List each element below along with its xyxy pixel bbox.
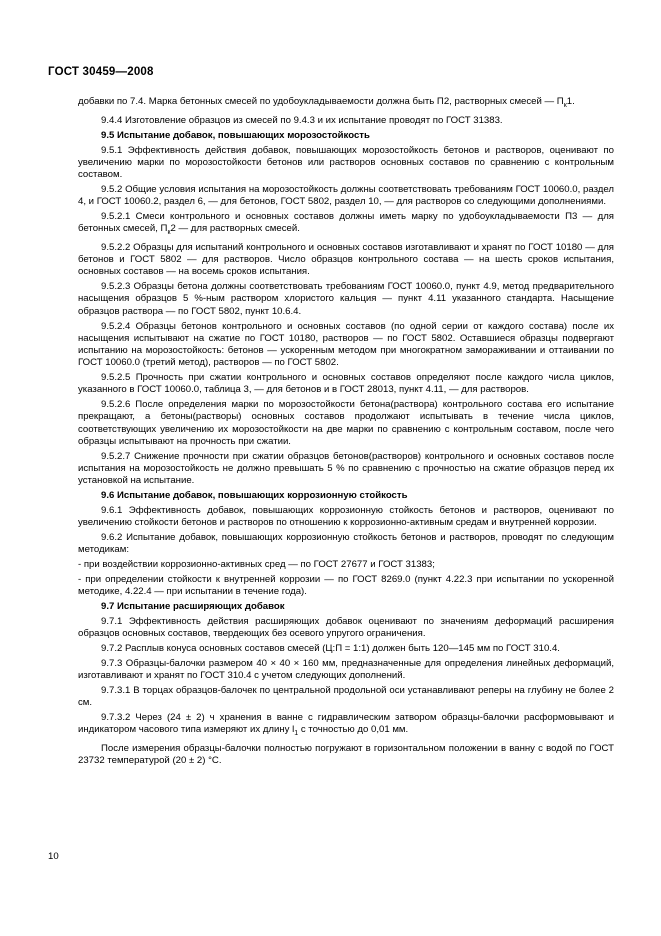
paragraph-text: 9.4.4 Изготовление образцов из смесей по 9.4.3 и их испытание проводят по ГОСТ 31383. [101,114,503,126]
section-heading [78,130,614,142]
list-item [78,574,614,598]
paragraph-text: 9.7.1 Эффективность действия расширяющих добавок оценивают по значениям деформаций расширения образцов основных составов, твердеющих без осевого упругого ограничения. [78,615,614,640]
paragraph-text: 9.6.1 Эффективность добавок, повышающих коррозионную стойкость бетонов и растворов, оценивают по увеличению стойкости бетонов и растворов по отношению к коррозионно-активным средам и внутренней коррозии. [78,504,614,529]
paragraph-text: - при воздействии коррозионно-активных сред — по ГОСТ 27677 и ГОСТ 31383; [78,559,435,571]
paragraph-text: 9.7 Испытание расширяющих добавок [101,601,285,613]
paragraph-text: 9.6 Испытание добавок, повышающих коррозионную стойкость [101,489,408,501]
page-number: 10 [48,851,59,862]
paragraph [78,685,614,709]
paragraph [78,242,614,279]
paragraph [78,451,614,488]
paragraph [78,399,614,448]
paragraph [78,505,614,529]
paragraph [78,184,614,208]
paragraph-text: 9.5.2.5 Прочность при сжатии контрольного и основных составов определяют после каждого числа циклов, указанного в ГОСТ 10060.0, таблица 3, — для бетонов и в ГОСТ 28013, пункт 4.11, — для растворов. [78,372,614,396]
subscript: к [563,101,567,109]
paragraph-text-tail: 2 — для растворных смесей. [170,223,300,235]
paragraph-text: 9.5.1 Эффективность действия добавок, повышающих морозостойкость бетонов и растворов, оценивают по увеличению марки по морозостойкости бетонов или растворов основных составов по сравнению с контрольным составом. [78,144,614,180]
paragraph [78,321,614,370]
paragraph [78,643,614,655]
paragraph [78,712,614,740]
paragraph-text-tail: с точностью до 0,01 мм. [298,724,409,736]
document-body [78,96,614,770]
paragraph [78,211,614,239]
paragraph-text: 9.5.2.3 Образцы бетона должны соответствовать требованиям ГОСТ 10060.0, пункт 4.9, метод предварительного насыщения образцов 5 %-ным раствором хлористого кальция — пункт 4.11 указанного стандарта. Насыщение образцов раствора — по ГОСТ 5802, пункт 10.6.4. [78,281,614,317]
paragraph-text: добавки по 7.4. Марка бетонных смесей по удобоукладываемости должна быть П2, растворных смесей — П [78,96,564,107]
paragraph [78,372,614,396]
paragraph-text: 9.5.2.7 Снижение прочности при сжатии образцов бетонов(растворов) контрольного и основных составов после испытания на морозостойкость не должно превышать 5 % по сравнению с прочностью на сжатие образцов перед их установкой на испытание. [78,450,614,487]
paragraph-text: 9.5.2.4 Образцы бетонов контрольного и основных составов (по одной серии от каждого состава) после их насыщения испытывают на сжатие по ГОСТ 10180, растворов — по ГОСТ 5802. Оставшиеся образцы подвергают испытанию на морозостойкость: бетонов — ускоренным методом при многократном замораживании и оттаивании по ГОСТ 10060.0 (третий метод), растворов — по ГОСТ 5802. [78,320,614,369]
paragraph [78,743,614,767]
paragraph-text: 9.5.2.2 Образцы для испытаний контрольного и основных составов изготавливают и хранят по ГОСТ 10180 — для бетонов и ГОСТ 5802 — для растворов. Число образцов контрольного состава — на шесть сроков испытания, основных составов — на восемь сроков испытания. [78,241,614,278]
list-item [78,559,614,571]
paragraph [78,281,614,318]
paragraph-text: 9.5.2.6 После определения марки по морозостойкости бетона(раствора) контрольного состава его испытание прекращают, а бетоны(растворы) основных составов продолжают испытывать в течение числа циклов, соответствующих увеличению их морозостойкости на две марки по сравнению с контрольным составом, после чего образцы испытывают на прочность при сжатии. [78,399,614,447]
paragraph-text: - при определении стойкости к внутренней коррозии — по ГОСТ 8269.0 (пункт 4.22.3 при испытании по ускоренной методике, 4.22.4 — при испытании в течение года). [78,573,614,598]
paragraph-text: 9.7.3 Образцы-балочки размером 40 × 40 × 160 мм, предназначенные для определения линейных деформаций, изготавливают и хранят по ГОСТ 310.4 с учетом следующих дополнений. [78,657,614,682]
subscript: 1 [294,730,299,738]
section-heading [78,490,614,502]
paragraph-text: 9.5.2.1 Смеси контрольного и основных составов должны иметь марку по удобоукладываемости П3 — для бетонных смесей, П [78,210,614,235]
paragraph-text: 9.5 Испытание добавок, повышающих морозостойкость [101,129,370,141]
section-heading [78,601,614,613]
paragraph-text: 9.7.3.2 Через (24 ± 2) ч хранения в ванне с гидравлическим затвором образцы-балочки расформовывают и индикатором часового типа измеряют их длину l [78,712,614,736]
paragraph [78,145,614,182]
paragraph-text: После измерения образцы-балочки полностью погружают в горизонтальном положении в ванну с водой по ГОСТ 23732 температурой (20 ± 2) °С. [78,743,614,767]
paragraph-text: 9.6.2 Испытание добавок, повышающих коррозионную стойкость бетонов и растворов, проводят по следующим методикам: [78,531,614,556]
document-header: ГОСТ 30459—2008 [48,66,154,78]
paragraph [78,658,614,682]
paragraph-text-tail: 1. [566,96,575,107]
paragraph [78,96,614,112]
paragraph [78,532,614,556]
paragraph [78,115,614,127]
paragraph-text: 9.5.2 Общие условия испытания на морозостойкость должны соответствовать требованиям ГОСТ 10060.0, раздел 4, и ГОСТ 10060.2, раздел 6, — для бетонов, ГОСТ 5802, раздел 10, — для растворов со следующими дополнениями. [78,183,614,208]
paragraph [78,616,614,640]
paragraph-text: 9.7.2 Расплыв конуса основных составов смесей (Ц:П = 1:1) должен быть 120—145 мм по ГОСТ 310.4. [101,643,560,654]
paragraph-text: 9.7.3.1 В торцах образцов-балочек по центральной продольной оси устанавливают реперы на глубину не более 2 см. [78,684,614,709]
subscript: к [167,229,171,237]
